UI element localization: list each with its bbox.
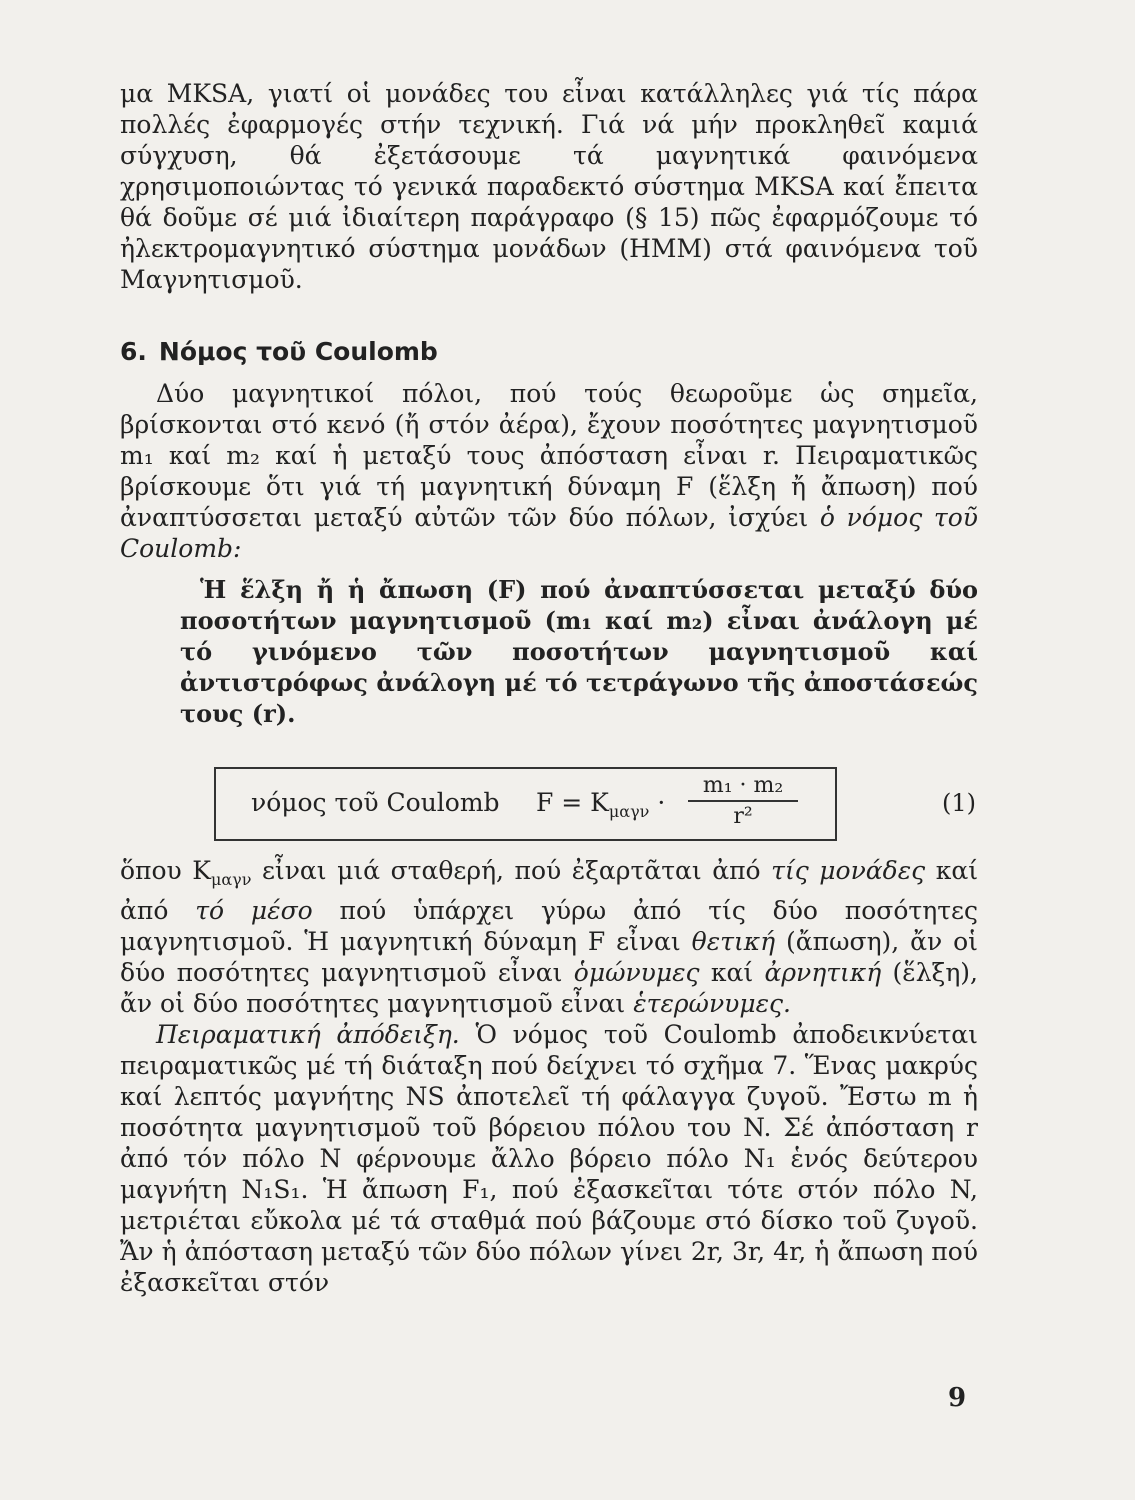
experiment-label: Πειραματική ἀπόδειξη. xyxy=(156,1020,460,1049)
equation-name: νόμος τοῦ Coulomb xyxy=(251,788,500,817)
text: καί xyxy=(710,958,754,987)
paragraph-coulomb-intro xyxy=(120,378,978,564)
law-statement: Ἡ ἕλξη ἤ ἡ ἄπωση (F) πού ἀναπτύσσεται μεταξύ δύο ποσοτήτων μαγνητισμοῦ (m₁ καί m₂) εἶναι ἀνάλογη μέ τό γινόμενο τῶν ποσοτήτων μαγνητισμοῦ καί ἀντιστρόφως ἀνάλογη μέ τό τετράγωνο τῆς ἀποστάσεώς τους (r). xyxy=(180,575,978,728)
paragraph-constant xyxy=(120,855,978,1019)
text: (ἄπωση), ἄν οἱ δύο ποσότητες μαγνητισμοῦ εἶναι xyxy=(120,927,978,987)
equation-number: (1) xyxy=(942,789,976,817)
law-name: ὁ νόμος τοῦ Coulomb: xyxy=(120,503,979,563)
equation-lhs xyxy=(536,788,665,821)
section-number: 6. xyxy=(120,337,147,366)
text: Ὁ νόμος τοῦ Coulomb ἀποδεικνύεται πειραματικῶς μέ τή διάταξη πού δείχνει τό σχῆμα 7. Ἕνας μακρύς καί λεπτός μαγνήτης NS ἀποτελεῖ τή φάλαγγα ζυγοῦ. Ἔστω m ἡ ποσότητα μαγνητισμοῦ τοῦ βόρειου πόλου του N. Σέ ἀπόσταση r ἀπό τόν πόλο N φέρνουμε ἄλλο βόρειο πόλο N₁ ἑνός δεύτερου μαγνήτη N₁S₁. Ἡ ἄπωση F₁, πού ἐξασκεῖται τότε στόν πόλο N, μετριέται εὔκολα μέ τά σταθμά πού βάζουμε στό δίσκο τοῦ ζυγοῦ. Ἄν ἡ ἀπόσταση μεταξύ τῶν δύο πόλων γίνει 2r, 3r, 4r, ἡ ἄπωση πού ἐξασκεῖται στόν xyxy=(120,1020,978,1297)
page-body xyxy=(120,78,978,1298)
section-heading xyxy=(120,337,978,366)
page-number: 9 xyxy=(948,1383,967,1413)
equation-k-subscript: μαγν xyxy=(608,802,650,821)
paragraph-experiment xyxy=(120,1019,978,1298)
text: εἶναι μιά σταθερή, πού ἐξαρτᾶται ἀπό xyxy=(261,856,761,885)
text: πού ὑπάρχει γύρω ἀπό τίς δύο ποσότητες μαγνητισμοῦ. Ἡ μαγνητική δύναμη F εἶναι xyxy=(120,896,978,956)
emphasis: ἑτερώνυμες. xyxy=(633,989,791,1018)
text: ὅπου K xyxy=(120,856,211,885)
emphasis: θετική xyxy=(691,927,776,956)
emphasis: τίς μονάδες xyxy=(771,856,926,885)
text: (ἕλξη), ἄν οἱ δύο ποσότητες μαγνητισμοῦ εἶναι xyxy=(120,958,979,1018)
text: καί ἀπό xyxy=(120,856,978,925)
emphasis: ὁμώνυμες xyxy=(573,958,700,987)
intro-paragraph: μα MKSA, γιατί οἱ μονάδες του εἶναι κατάλληλες γιά τίς πάρα πολλές ἐφαρμογές στήν τεχνική. Γιά νά μήν προκληθεῖ καμιά σύγχυση, θά ἐξετάσουμε τά μαγνητικά φαινόμενα χρησιμοποιώντας τό γενικά παραδεκτό σύστημα MKSA καί ἔπειτα θά δοῦμε σέ μιά ἰδιαίτερη παράγραφο (§ 15) πῶς ἐφαρμόζουμε τό ἠλεκτρομαγνητικό σύστημα μονάδων (HMM) στά φαινόμενα τοῦ Μαγνητισμοῦ. xyxy=(120,79,978,294)
equation-denominator: r² xyxy=(733,804,753,829)
text: Δύο μαγνητικοί πόλοι, πού τούς θεωροῦμε ὡς σημεῖα, βρίσκονται στό κενό (ἤ στόν ἀέρα), ἔχουν ποσότητες μαγνητισμοῦ m₁ καί m₂ καί ἡ μεταξύ τους ἀπόσταση εἶναι r. Πειραματικῶς βρίσκουμε ὅτι γιά τή μαγνητική δύναμη F (ἕλξη ἤ ἄπωση) πού ἀναπτύσσεται μεταξύ αὐτῶν τῶν δύο πόλων, ἰσχύει xyxy=(120,379,978,532)
equation-box xyxy=(214,767,837,841)
k-subscript: μαγν xyxy=(210,870,252,889)
equation-dot: · xyxy=(657,788,666,817)
section-title: Νόμος τοῦ Coulomb xyxy=(158,337,438,366)
equation-lhs-text: F = K xyxy=(536,788,609,817)
equation-numerator: m₁ · m₂ xyxy=(688,773,798,802)
emphasis: ἀρνητική xyxy=(764,958,882,987)
equation-fraction xyxy=(688,773,798,829)
emphasis: τό μέσο xyxy=(195,896,313,925)
equation-row xyxy=(120,767,978,841)
